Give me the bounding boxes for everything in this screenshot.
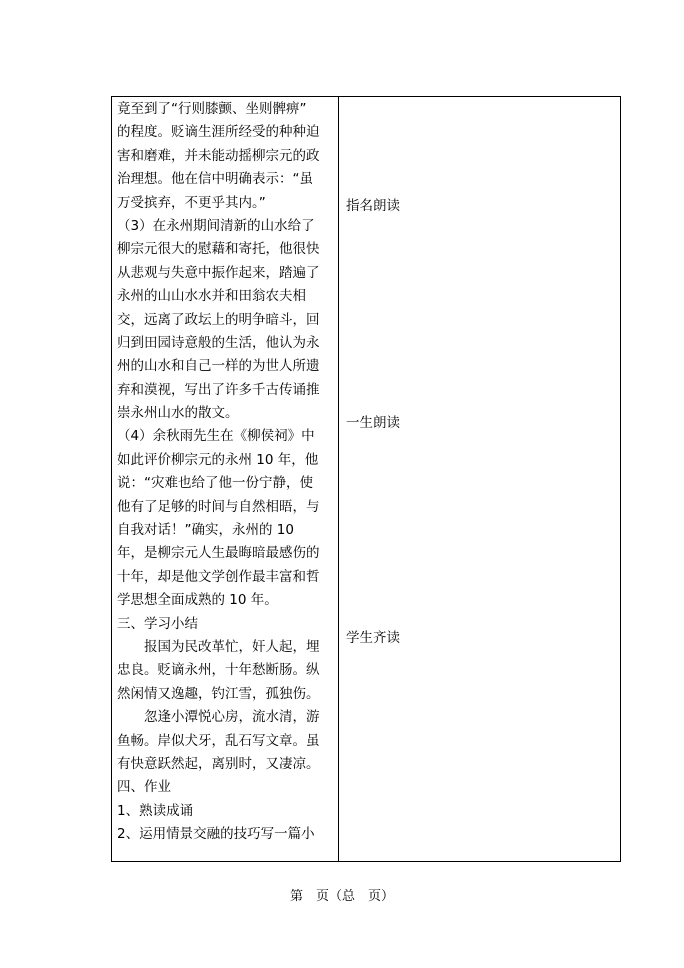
content-column <box>117 98 335 847</box>
text-line: 的程度。贬谪生涯所经受的种种迫 <box>117 124 320 141</box>
note-one-student-reading: 一生朗读 <box>346 415 400 431</box>
text-line: 州的山水和自己一样的为世人所遗 <box>117 358 320 375</box>
text-line: 柳宗元很大的慰藉和寄托，他很快 <box>117 241 320 258</box>
text-line: 说：“灾难也给了他一份宁静，使 <box>117 475 313 492</box>
text-line: 弃和漠视，写出了许多千古传诵推 <box>117 381 320 398</box>
text-line: 永州的山山水水并和田翁农夫相 <box>117 288 306 305</box>
text-line: 崇永州山水的散文。 <box>117 405 239 422</box>
summary-line: 报国为民改革忙，奸人起，埋 <box>144 638 320 655</box>
summary-line: 忠良。贬谪永州，十年愁断肠。纵 <box>117 662 320 679</box>
text-line: 交，远离了政坛上的明争暗斗，回 <box>117 311 320 328</box>
summary-line: 然闲情又逸趣，钓江雪，孤独伤。 <box>117 685 320 702</box>
text-line: 竟至到了“行则膝颤、坐则髀痹” <box>117 101 307 117</box>
summary-line: 忽逢小潭悦心房，流水清，游 <box>144 709 320 726</box>
text-line: 治理想。他在信中明确表示：“虽 <box>117 171 313 188</box>
column-divider <box>338 97 339 861</box>
text-line: 害和磨难，并未能动摇柳宗元的政 <box>117 147 320 164</box>
text-line: 从悲观与失意中振作起来，踏遍了 <box>117 264 320 281</box>
text-line: 十年，却是他文学创作最丰富和哲 <box>117 568 320 585</box>
section-heading: 四、作业 <box>117 779 171 796</box>
homework-item: 2、运用情景交融的技巧写一篇小 <box>117 826 315 843</box>
text-line: 如此评价柳宗元的永州 10 年，他 <box>117 451 319 468</box>
text-line: 他有了足够的时间与自然相晤，与 <box>117 498 320 515</box>
text-line: （4）余秋雨先生在《柳侯祠》中 <box>117 428 315 445</box>
text-line: （3）在永州期间清新的山水给了 <box>117 217 315 234</box>
summary-line: 有快意跃然起，离别时，又凄凉。 <box>117 755 320 772</box>
lesson-table <box>111 96 621 862</box>
homework-item: 1、熟读成诵 <box>117 802 194 819</box>
note-class-reading: 学生齐读 <box>346 630 400 646</box>
text-line: 自我对话！”确实，永州的 10 <box>117 522 294 539</box>
text-line: 学思想全面成熟的 10 年。 <box>117 592 278 609</box>
section-heading: 三、学习小结 <box>117 615 198 632</box>
text-line: 年，是柳宗元人生最晦暗最感伤的 <box>117 545 320 562</box>
text-line: 万受摈弃，不更乎其内。” <box>117 194 266 211</box>
text-line: 归到田园诗意般的生活，他认为永 <box>117 334 320 351</box>
summary-line: 鱼畅。岸似犬牙，乱石写文章。虽 <box>117 732 320 749</box>
note-named-reading: 指名朗读 <box>346 198 400 214</box>
page-footer: 第 页（总 页） <box>289 889 394 904</box>
